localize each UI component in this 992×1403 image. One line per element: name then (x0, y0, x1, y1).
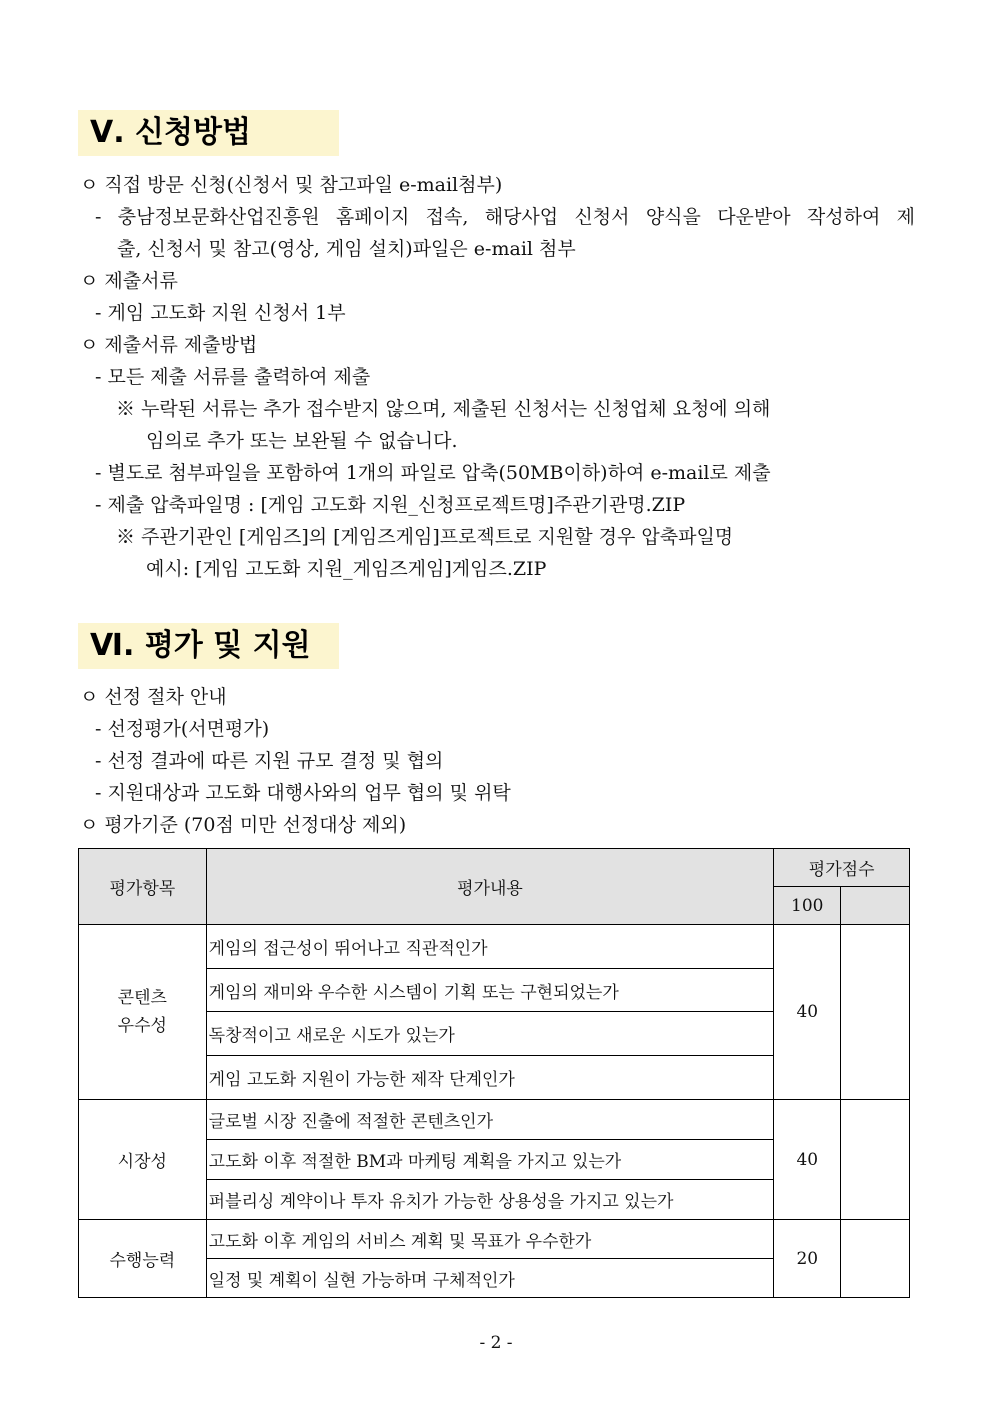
dash-line: - 충남정보문화산업진흥원 홈페이지 접속, 해당사업 신청서 양식을 다운받아 작성하여 제 (95, 206, 915, 228)
table-row (79, 1100, 910, 1140)
criterion-cell: 게임 고도화 지원이 가능한 제작 단계인가 (206, 1056, 774, 1100)
score-entry-cell (841, 925, 910, 1100)
note-line: ※ 주관기관인 [게임즈]의 [게임즈게임]프로젝트로 지원할 경우 압축파일명 (116, 526, 734, 548)
header-score: 평가점수 (774, 849, 910, 887)
score-entry-cell (841, 1100, 910, 1220)
bullet-line: ㅇ 제출서류 제출방법 (80, 334, 258, 356)
criterion-cell: 게임의 재미와 우수한 시스템이 기획 또는 구현되었는가 (206, 969, 774, 1012)
group-score: 40 (774, 1100, 841, 1220)
evaluation-table (78, 848, 910, 1298)
group-name: 콘텐츠 우수성 (79, 925, 207, 1100)
dash-line: - 별도로 첨부파일을 포함하여 1개의 파일로 압축(50MB이하)하여 e-mail로 제출 (95, 462, 771, 484)
page-number: - 2 - (479, 1333, 513, 1353)
criterion-cell: 고도화 이후 게임의 서비스 계획 및 목표가 우수한가 (206, 1220, 774, 1259)
group-name: 수행능력 (79, 1220, 207, 1298)
group-score: 40 (774, 925, 841, 1100)
note-line: ※ 누락된 서류는 추가 접수받지 않으며, 제출된 신청서는 신청업체 요청에 의해 (116, 398, 771, 420)
dash-line: - 지원대상과 고도화 대행사와의 업무 협의 및 위탁 (95, 782, 511, 804)
bullet-line: ㅇ 직접 방문 신청(신청서 및 참고파일 e-mail첨부) (80, 174, 503, 196)
group-score: 20 (774, 1220, 841, 1298)
header-empty-cell (841, 887, 910, 925)
note-line-continued: 임의로 추가 또는 보완될 수 없습니다. (146, 430, 458, 452)
criterion-cell: 고도화 이후 적절한 BM과 마케팅 계획을 가지고 있는가 (206, 1140, 774, 1180)
bullet-line: ㅇ 평가기준 (70점 미만 선정대상 제외) (80, 814, 407, 836)
criterion-cell: 게임의 접근성이 뛰어나고 직관적인가 (206, 925, 774, 969)
table-row (79, 1220, 910, 1259)
dash-line-continued: 출, 신청서 및 참고(영상, 게임 설치)파일은 e-mail 첨부 (117, 238, 576, 260)
dash-line: - 모든 제출 서류를 출력하여 제출 (95, 366, 371, 388)
bullet-line: ㅇ 제출서류 (80, 270, 178, 292)
table-header-row (79, 849, 910, 887)
note-line-continued: 예시: [게임 고도화 지원_게임즈게임]게임즈.ZIP (146, 558, 547, 580)
score-entry-cell (841, 1220, 910, 1298)
dash-line: - 게임 고도화 지원 신청서 1부 (95, 302, 346, 324)
dash-line: - 선정 결과에 따른 지원 규모 결정 및 협의 (95, 750, 444, 772)
section-6-heading: Ⅵ. 평가 및 지원 (78, 623, 339, 669)
dash-line: - 제출 압축파일명 : [게임 고도화 지원_신청프로젝트명]주관기관명.ZIP (95, 494, 686, 516)
table-row (79, 925, 910, 969)
criterion-cell: 퍼블리싱 계약이나 투자 유치가 가능한 상용성을 가지고 있는가 (206, 1180, 774, 1220)
header-item: 평가항목 (79, 849, 207, 925)
dash-line: - 선정평가(서면평가) (95, 718, 270, 740)
header-content: 평가내용 (206, 849, 774, 925)
bullet-line: ㅇ 선정 절차 안내 (80, 686, 227, 708)
criterion-cell: 글로벌 시장 진출에 적절한 콘텐츠인가 (206, 1100, 774, 1140)
header-total-score: 100 (774, 887, 841, 925)
criterion-cell: 독창적이고 새로운 시도가 있는가 (206, 1012, 774, 1056)
criterion-cell: 일정 및 계획이 실현 가능하며 구체적인가 (206, 1259, 774, 1298)
section-5-heading: Ⅴ. 신청방법 (78, 110, 339, 156)
group-name: 시장성 (79, 1100, 207, 1220)
